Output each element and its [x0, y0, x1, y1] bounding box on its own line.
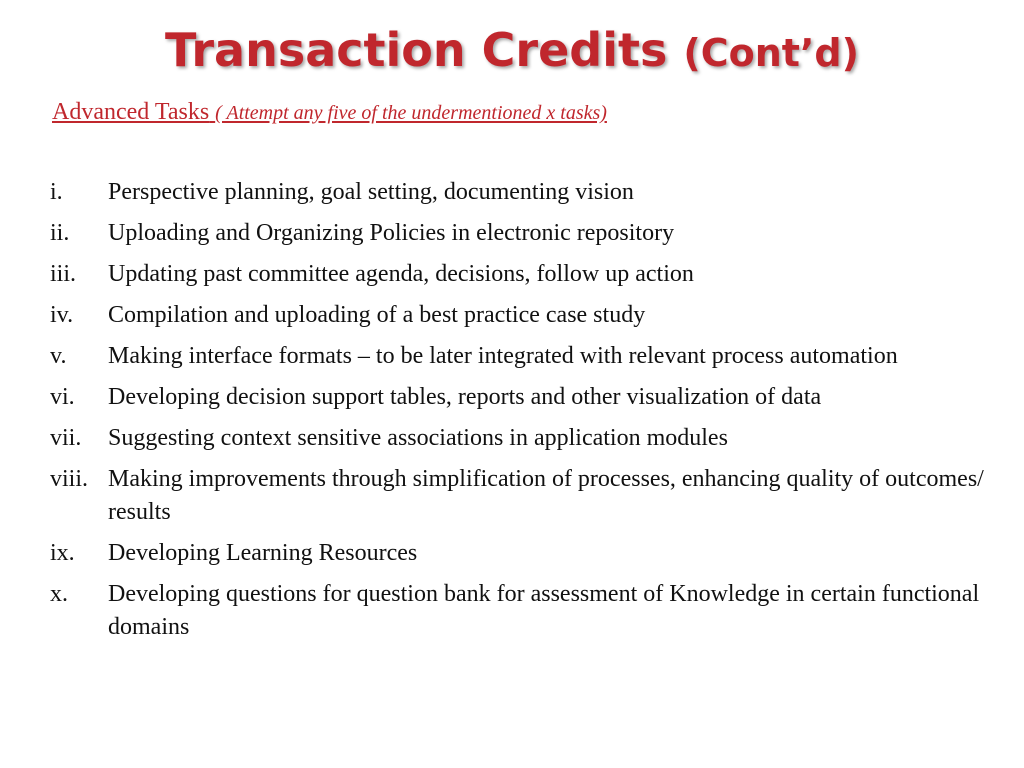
list-item-number: viii. — [50, 466, 89, 492]
list-item — [50, 422, 1005, 455]
section-heading-note: ( Attempt any five of the undermentioned x tasks) — [215, 102, 607, 124]
list-item-number: ii. — [50, 220, 70, 246]
list-item-number: v. — [50, 343, 67, 369]
slide-title — [0, 14, 1024, 89]
list-item — [50, 299, 1005, 332]
section-heading — [52, 96, 607, 129]
list-item-number: x. — [50, 581, 68, 607]
list-item-number: iii. — [50, 261, 77, 287]
section-heading-main: Advanced Tasks — [52, 99, 210, 125]
list-item-number: i. — [50, 179, 63, 205]
list-item-text: Compilation and uploading of a best practice case study — [108, 302, 646, 328]
list-item — [50, 578, 1005, 644]
list-item-text: Perspective planning, goal setting, documenting vision — [108, 179, 634, 205]
list-item — [50, 340, 1005, 373]
list-item-number: iv. — [50, 302, 74, 328]
title-main: Transaction Credits — [165, 23, 668, 77]
list-item — [50, 537, 1005, 570]
list-item — [50, 217, 1005, 250]
list-item-text: Updating past committee agenda, decisions, follow up action — [108, 261, 694, 287]
list-item-text: Suggesting context sensitive associations in application modules — [108, 425, 728, 451]
list-item-text: Developing Learning Resources — [108, 540, 418, 566]
list-item-text: Developing questions for question bank for assessment of Knowledge in certain functional domains — [108, 581, 980, 640]
list-item — [50, 381, 1005, 414]
list-item-number: ix. — [50, 540, 75, 566]
task-list — [50, 176, 1005, 652]
list-item-text: Making interface formats – to be later integrated with relevant process automation — [108, 343, 898, 369]
list-item-text: Developing decision support tables, reports and other visualization of data — [108, 384, 822, 410]
list-item-text: Uploading and Organizing Policies in electronic repository — [108, 220, 675, 246]
list-item — [50, 176, 1005, 209]
list-item-number: vii. — [50, 425, 82, 451]
list-item — [50, 258, 1005, 291]
list-item-text: Making improvements through simplification of processes, enhancing quality of outcomes/ results — [108, 466, 984, 525]
title-sub: (Cont’d) — [683, 31, 859, 75]
list-item — [50, 463, 1005, 529]
list-item-number: vi. — [50, 384, 75, 410]
